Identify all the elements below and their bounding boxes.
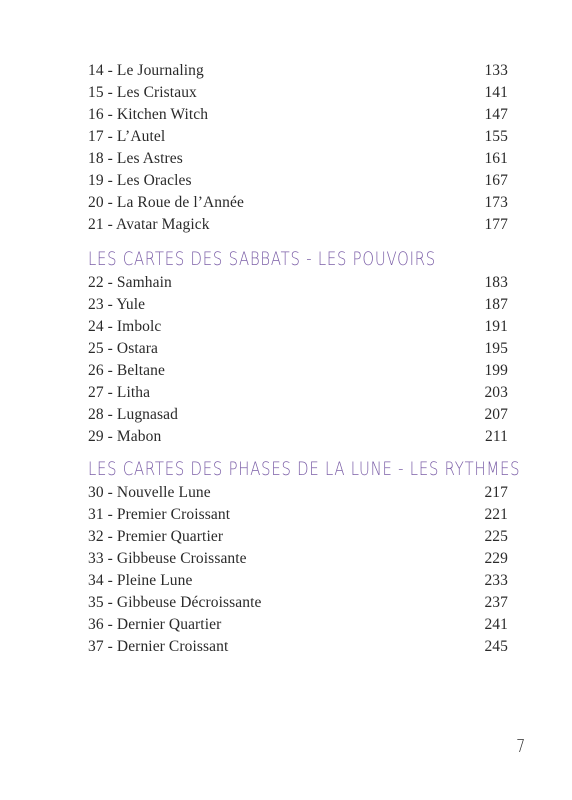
- toc-entry-page: 207: [484, 406, 508, 423]
- toc-entry-kitchen-witch[interactable]: [88, 104, 508, 126]
- toc-entry-oracles[interactable]: [88, 170, 508, 192]
- toc-entry-page: 177: [484, 216, 508, 233]
- toc-entry-title: 24 - Imbolc: [88, 318, 162, 335]
- toc-entry-title: 27 - Litha: [88, 384, 151, 401]
- toc-entry-page: 195: [484, 340, 508, 357]
- toc-entry-title: 29 - Mabon: [88, 428, 162, 445]
- toc-entry-page: 241: [484, 616, 508, 633]
- toc-entry-page: 183: [484, 274, 508, 291]
- toc-entry-page: 167: [484, 172, 508, 189]
- toc-entry-page: 161: [484, 150, 508, 167]
- toc-entry-gibbeuse-decroissante[interactable]: [88, 592, 508, 614]
- toc-entry-imbolc[interactable]: [88, 316, 508, 338]
- toc-entry-litha[interactable]: [88, 382, 508, 404]
- toc-entry-page: 221: [484, 506, 508, 523]
- toc-entry-page: 147: [484, 106, 508, 123]
- toc-entry-page: 233: [484, 572, 508, 589]
- toc-entry-page: 199: [484, 362, 508, 379]
- toc-entry-title: 35 - Gibbeuse Décroissante: [88, 594, 262, 611]
- toc-entry-samhain[interactable]: [88, 272, 508, 294]
- toc-entry-dernier-croissant[interactable]: [88, 636, 508, 658]
- toc-section-sabbats: [88, 246, 508, 448]
- toc-entry-page: 217: [484, 484, 508, 501]
- page-number: 7: [515, 736, 525, 757]
- toc-entry-autel[interactable]: [88, 126, 508, 148]
- toc-entry-nouvelle-lune[interactable]: [88, 482, 508, 504]
- toc-entry-title: 36 - Dernier Quartier: [88, 616, 222, 633]
- toc-entry-cristaux[interactable]: [88, 82, 508, 104]
- section-heading: LES CARTES DES SABBATS - LES POUVOIRS: [88, 248, 436, 270]
- toc-entry-astres[interactable]: [88, 148, 508, 170]
- toc-entry-gibbeuse-croissante[interactable]: [88, 548, 508, 570]
- toc-entry-page: 229: [484, 550, 508, 567]
- toc-entry-page: 173: [484, 194, 508, 211]
- toc-entry-roue-annee[interactable]: [88, 192, 508, 214]
- toc-entry-ostara[interactable]: [88, 338, 508, 360]
- toc-entry-beltane[interactable]: [88, 360, 508, 382]
- toc-entry-mabon[interactable]: [88, 426, 508, 448]
- toc-entry-page: 187: [484, 296, 508, 313]
- toc-section-continued: [88, 60, 508, 236]
- toc-entry-title: 20 - La Roue de l’Année: [88, 194, 244, 211]
- toc-entry-page: 211: [485, 428, 508, 445]
- toc-entry-lugnasad[interactable]: [88, 404, 508, 426]
- toc-entry-title: 26 - Beltane: [88, 362, 165, 379]
- toc-entry-title: 31 - Premier Croissant: [88, 506, 231, 523]
- toc-entry-title: 32 - Premier Quartier: [88, 528, 224, 545]
- toc-entry-avatar-magick[interactable]: [88, 214, 508, 236]
- toc-entry-title: 34 - Pleine Lune: [88, 572, 193, 589]
- toc-entry-premier-croissant[interactable]: [88, 504, 508, 526]
- toc-entry-title: 28 - Lugnasad: [88, 406, 178, 423]
- toc-entry-premier-quartier[interactable]: [88, 526, 508, 548]
- toc-entry-page: 203: [484, 384, 508, 401]
- toc-entry-page: 191: [484, 318, 508, 335]
- toc-entry-title: 21 - Avatar Magick: [88, 216, 210, 233]
- toc-entry-page: 155: [484, 128, 508, 145]
- toc-entry-page: 237: [484, 594, 508, 611]
- toc-entry-title: 15 - Les Cristaux: [88, 84, 197, 101]
- toc-entry-title: 14 - Le Journaling: [88, 62, 204, 79]
- toc-entry-page: 141: [484, 84, 508, 101]
- section-heading: LES CARTES DES PHASES DE LA LUNE - LES RYTHMES: [88, 458, 521, 480]
- toc-entry-title: 37 - Dernier Croissant: [88, 638, 229, 655]
- toc-entry-journaling[interactable]: [88, 60, 508, 82]
- table-of-contents: [88, 60, 521, 658]
- toc-entry-title: 23 - Yule: [88, 296, 146, 313]
- toc-entry-title: 18 - Les Astres: [88, 150, 183, 167]
- toc-entry-title: 25 - Ostara: [88, 340, 158, 357]
- toc-entry-title: 33 - Gibbeuse Croissante: [88, 550, 247, 567]
- toc-entry-pleine-lune[interactable]: [88, 570, 508, 592]
- toc-entry-dernier-quartier[interactable]: [88, 614, 508, 636]
- toc-entry-title: 16 - Kitchen Witch: [88, 106, 209, 123]
- toc-entry-page: 133: [484, 62, 508, 79]
- toc-entry-title: 19 - Les Oracles: [88, 172, 192, 189]
- toc-entry-page: 245: [484, 638, 508, 655]
- toc-section-lune: [88, 456, 521, 658]
- toc-entry-title: 17 - L’Autel: [88, 128, 166, 145]
- toc-entry-page: 225: [484, 528, 508, 545]
- toc-entry-yule[interactable]: [88, 294, 508, 316]
- toc-entry-title: 30 - Nouvelle Lune: [88, 484, 211, 501]
- toc-entry-title: 22 - Samhain: [88, 274, 172, 291]
